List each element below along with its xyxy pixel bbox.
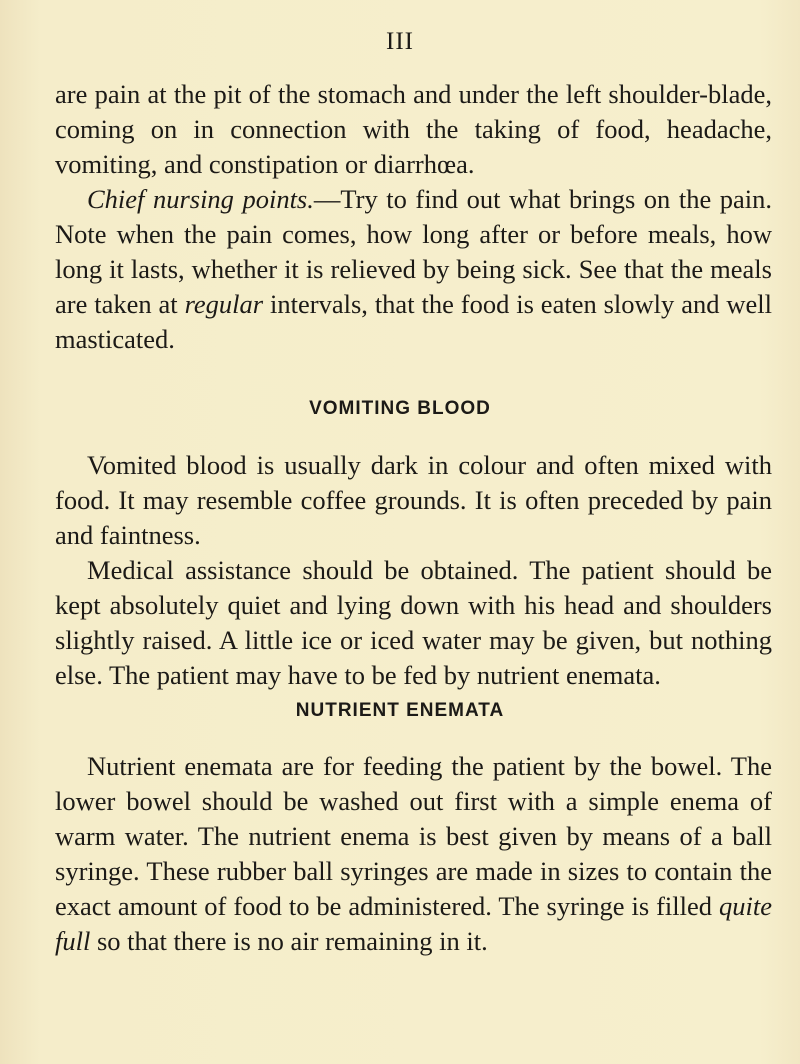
intro-paragraph-1: are pain at the pit of the stomach and under the left shoulder-blade, coming on in connection with the taking of food, headache, vomiting, and constipation or diarrhœa. [55,79,772,179]
vomiting-paragraph-2: Medical assistance should be obtained. The patient should be kept absolutely quiet and lying down with his head and shoulders slightly raised. A little ice or iced water may be given, but nothing else. The patient may have to be fed by nutrient enemata. [55,555,772,690]
chief-nursing-points-text-b: intervals, that the food is eaten slowly and well masticated. [55,289,772,354]
enemata-text-b: so that there is no air remaining in it. [90,926,488,956]
page-number: III [386,28,414,55]
chief-nursing-points-paragraph [55,182,772,357]
quite-full-emphasis: quite full [55,891,772,956]
intro-text [55,77,772,357]
vomiting-blood-text [55,448,772,693]
enemata-text-a: Nutrient enemata are for feeding the patient by the bowel. The lower bowel should be washed out first with a simple enema of warm water. The nutrient enema is best given by means of a ball syringe. These rubber ball syringes are made in sizes to contain the exact amount of food to be administered. The syringe is filled [55,751,772,921]
heading-vomiting-blood: VOMITING BLOOD [309,398,491,419]
heading-nutrient-enemata: NUTRIENT ENEMATA [295,700,505,721]
chief-nursing-points-text-a: —Try to find out what brings on the pain. Note when the pain comes, how long after or before meals, how long it lasts, whether it is relieved by being sick. See that the meals are taken at [55,184,772,319]
chief-nursing-points-label: Chief nursing points. [87,184,314,214]
enemata-paragraph-1 [55,749,772,959]
vomiting-paragraph-1: Vomited blood is usually dark in colour and often mixed with food. It may resemble coffee grounds. It is often preceded by pain and faintness. [55,450,772,550]
nutrient-enemata-text [55,749,772,959]
regular-emphasis: regular [184,289,264,319]
